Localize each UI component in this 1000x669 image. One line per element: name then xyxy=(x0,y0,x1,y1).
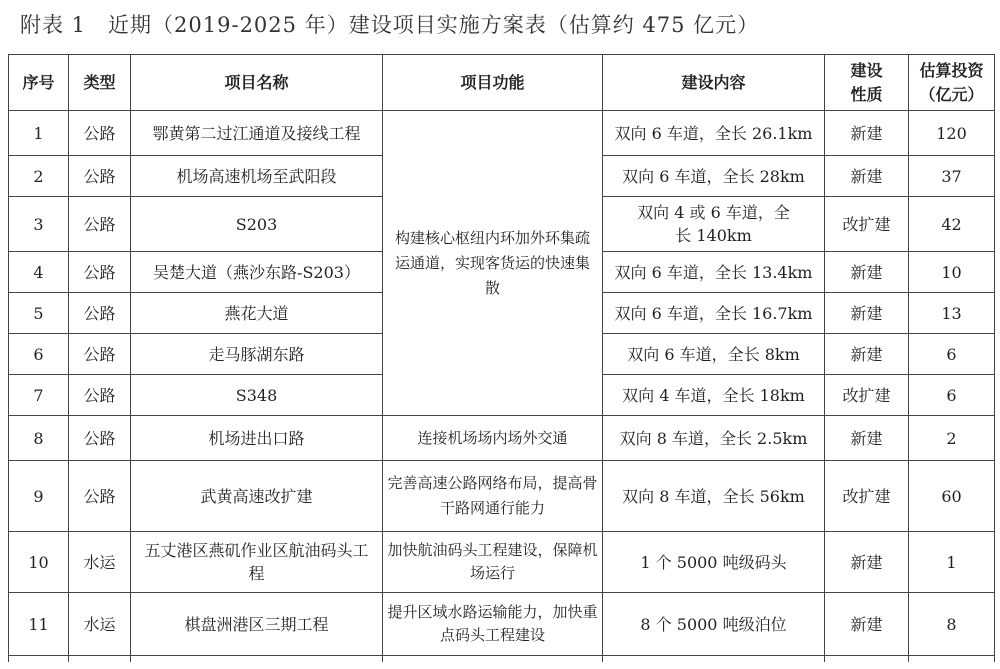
cell-invest: 42 xyxy=(909,197,995,252)
cell-name: 机场高速机场至武阳段 xyxy=(131,156,383,197)
header-nature-line2: 性质 xyxy=(850,84,883,104)
cell-cut xyxy=(825,656,909,663)
cell-content: 双向 6 车道，全长 13.4km xyxy=(603,252,825,293)
cell-name: S203 xyxy=(131,197,383,252)
cell-seq: 8 xyxy=(9,416,69,461)
cell-content: 双向 8 车道，全长 2.5km xyxy=(603,416,825,461)
cell-seq: 2 xyxy=(9,156,69,197)
cell-cut xyxy=(9,656,69,663)
cell-seq: 9 xyxy=(9,461,69,532)
cell-seq: 4 xyxy=(9,252,69,293)
cell-function: 提升区域水路运输能力，加快重点码头工程建设 xyxy=(383,593,603,656)
cell-name: 燕花大道 xyxy=(131,293,383,334)
header-type: 类型 xyxy=(69,55,131,111)
cell-cut xyxy=(383,656,603,663)
cell-content: 双向 4 车道，全长 18km xyxy=(603,375,825,416)
cell-nature: 新建 xyxy=(825,252,909,293)
cell-seq: 7 xyxy=(9,375,69,416)
cell-nature: 改扩建 xyxy=(825,375,909,416)
header-row xyxy=(9,55,995,111)
cell-type: 公路 xyxy=(69,197,131,252)
cell-nature: 新建 xyxy=(825,293,909,334)
cell-invest: 13 xyxy=(909,293,995,334)
cell-cut xyxy=(69,656,131,663)
cell-invest: 6 xyxy=(909,334,995,375)
cell-content: 双向 6 车道，全长 28km xyxy=(603,156,825,197)
cell-function: 加快航油码头工程建设，保障机场运行 xyxy=(383,532,603,593)
table-row xyxy=(9,532,995,593)
cell-content: 双向 6 车道，全长 16.7km xyxy=(603,293,825,334)
cell-seq: 1 xyxy=(9,111,69,156)
cell-invest: 8 xyxy=(909,593,995,656)
cell-type: 公路 xyxy=(69,156,131,197)
cell-nature: 新建 xyxy=(825,156,909,197)
table-row xyxy=(9,461,995,532)
cell-nature: 新建 xyxy=(825,593,909,656)
header-nature-line1: 建设 xyxy=(850,60,883,80)
header-invest-line2: （亿元） xyxy=(919,84,984,104)
cell-seq: 6 xyxy=(9,334,69,375)
cell-name: 机场进出口路 xyxy=(131,416,383,461)
cell-name: 走马豚湖东路 xyxy=(131,334,383,375)
header-name: 项目名称 xyxy=(131,55,383,111)
cell-type: 公路 xyxy=(69,293,131,334)
cell-name: 棋盘洲港区三期工程 xyxy=(131,593,383,656)
cell-type: 公路 xyxy=(69,416,131,461)
table-caption: 附表 1 近期（2019-2025 年）建设项目实施方案表（估算约 475 亿元） xyxy=(20,13,760,37)
project-table xyxy=(8,54,995,662)
cell-name: 鄂黄第二过江通道及接线工程 xyxy=(131,111,383,156)
cell-invest: 1 xyxy=(909,532,995,593)
cell-type: 公路 xyxy=(69,334,131,375)
cell-function-merged: 构建核心枢纽内环加外环集疏运通道，实现客货运的快速集散 xyxy=(383,111,603,416)
header-nature xyxy=(825,55,909,111)
cell-name: S348 xyxy=(131,375,383,416)
cell-cut xyxy=(909,656,995,663)
cell-type: 公路 xyxy=(69,252,131,293)
cell-cut xyxy=(603,656,825,663)
cell-invest: 120 xyxy=(909,111,995,156)
cell-seq: 5 xyxy=(9,293,69,334)
cell-nature: 新建 xyxy=(825,532,909,593)
cell-name: 吴楚大道（燕沙东路-S203） xyxy=(131,252,383,293)
cell-content: 8 个 5000 吨级泊位 xyxy=(603,593,825,656)
table-row xyxy=(9,111,995,156)
header-function: 项目功能 xyxy=(383,55,603,111)
cell-nature: 新建 xyxy=(825,416,909,461)
cell-name: 武黄高速改扩建 xyxy=(131,461,383,532)
cell-name: 五丈港区燕矶作业区航油码头工程 xyxy=(131,532,383,593)
cell-seq: 10 xyxy=(9,532,69,593)
cell-type: 公路 xyxy=(69,461,131,532)
cell-function: 完善高速公路网络布局，提高骨干路网通行能力 xyxy=(383,461,603,532)
cell-invest: 60 xyxy=(909,461,995,532)
header-invest xyxy=(909,55,995,111)
header-content: 建设内容 xyxy=(603,55,825,111)
cell-type: 公路 xyxy=(69,111,131,156)
header-invest-line1: 估算投资 xyxy=(919,60,984,80)
table-row xyxy=(9,416,995,461)
cell-type: 水运 xyxy=(69,532,131,593)
cell-type: 公路 xyxy=(69,375,131,416)
cell-content: 双向 4 或 6 车道，全长 140km xyxy=(603,197,825,252)
cell-nature: 新建 xyxy=(825,111,909,156)
cell-cut xyxy=(131,656,383,663)
cell-content: 双向 6 车道，全长 26.1km xyxy=(603,111,825,156)
cell-type: 水运 xyxy=(69,593,131,656)
cell-invest: 6 xyxy=(909,375,995,416)
table-row-cut-off xyxy=(9,656,995,663)
table-row xyxy=(9,593,995,656)
cell-nature: 改扩建 xyxy=(825,197,909,252)
cell-content: 1 个 5000 吨级码头 xyxy=(603,532,825,593)
cell-seq: 3 xyxy=(9,197,69,252)
header-seq: 序号 xyxy=(9,55,69,111)
cell-nature: 新建 xyxy=(825,334,909,375)
cell-function: 连接机场场内场外交通 xyxy=(383,416,603,461)
cell-invest: 37 xyxy=(909,156,995,197)
cell-content: 双向 6 车道，全长 8km xyxy=(603,334,825,375)
cell-content: 双向 8 车道，全长 56km xyxy=(603,461,825,532)
cell-invest: 2 xyxy=(909,416,995,461)
cell-seq: 11 xyxy=(9,593,69,656)
cell-nature: 改扩建 xyxy=(825,461,909,532)
cell-invest: 10 xyxy=(909,252,995,293)
